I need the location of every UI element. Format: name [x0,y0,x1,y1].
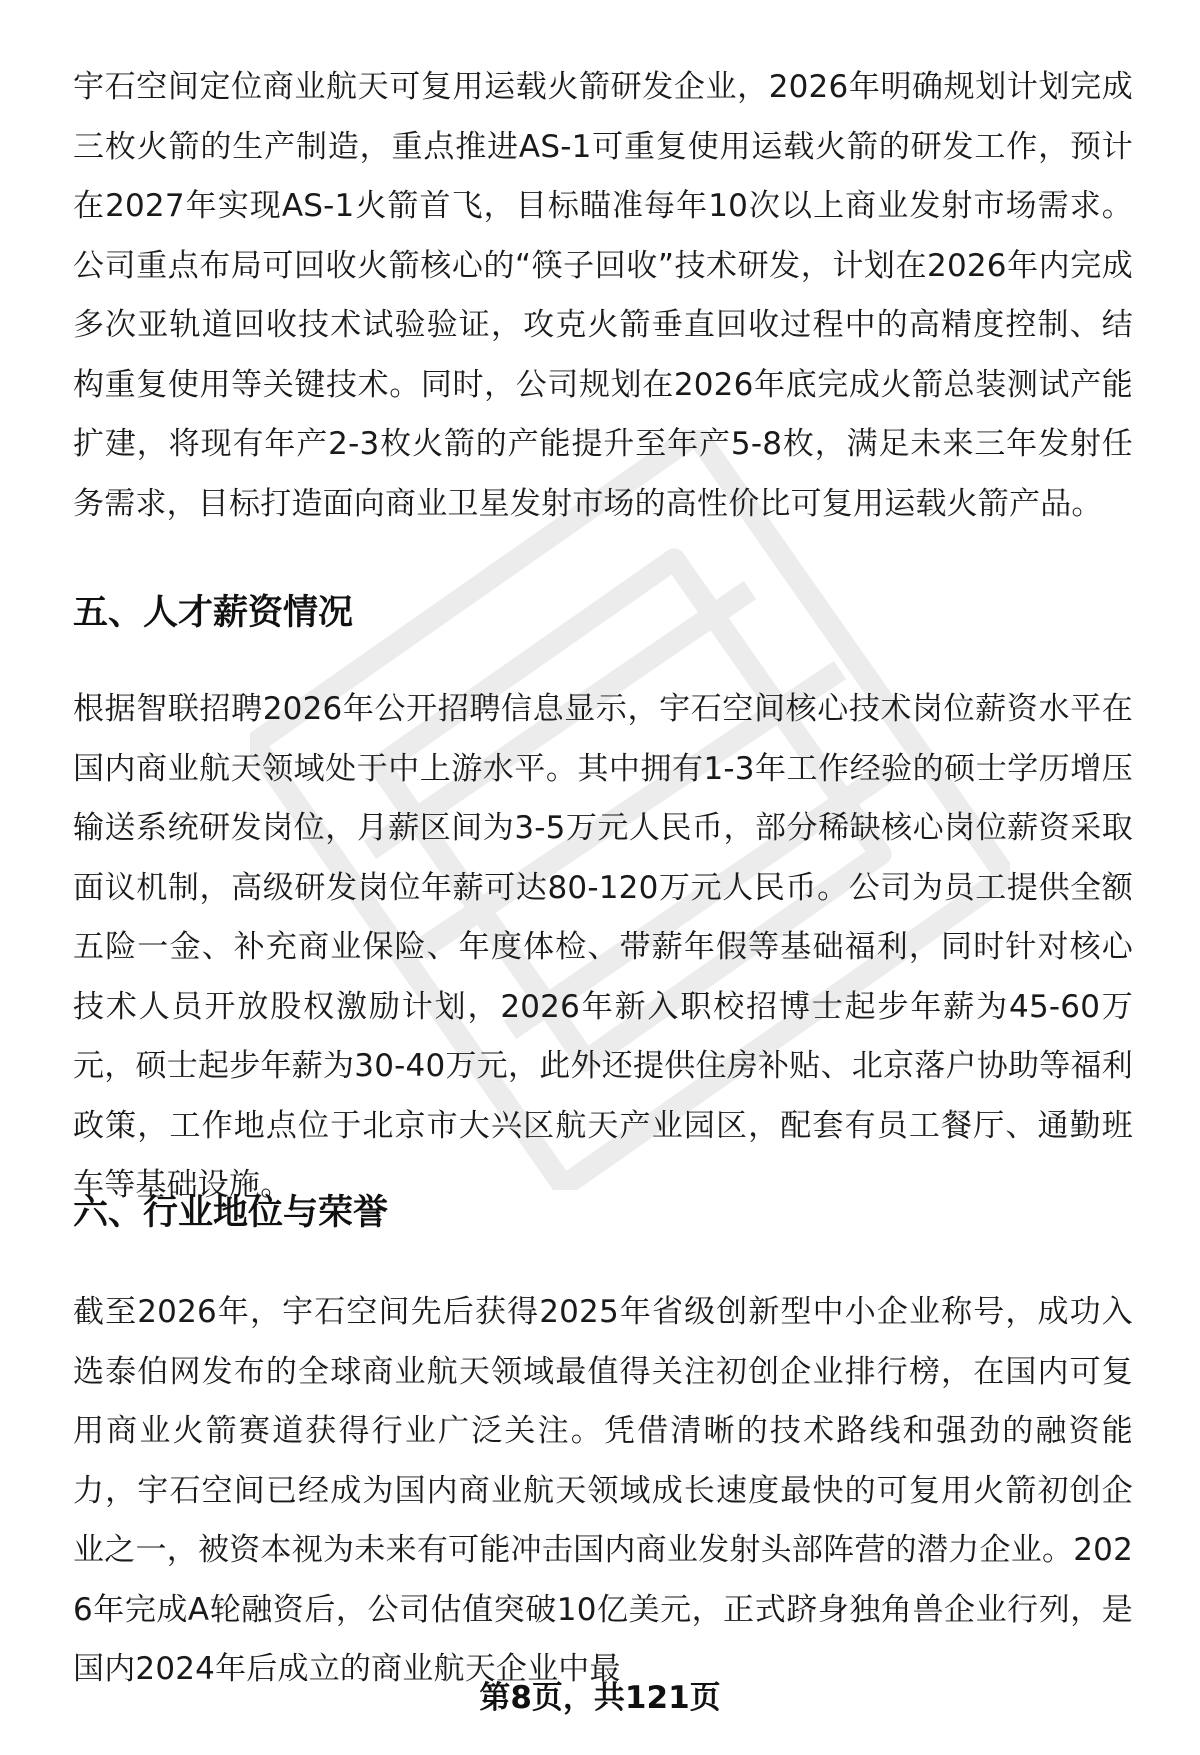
talent-paragraph: 根据智联招聘2026年公开招聘信息显示，宇石空间核心技术岗位薪资水平在国内商业航天领域处于中上游水平。其中拥有1-3年工作经验的硕士学历增压输送系统研发岗位，月薪区间为3-5万元人民币，部分稀缺核心岗位薪资采取面议机制，高级研发岗位年薪可达80-120万元人民币。公司为员工提供全额五险一金、补充商业保险、年度体检、带薪年假等基础福利，同时针对核心技术人员开放股权激励计划，2026年新入职校招博士起步年薪为45-60万元，硕士起步年薪为30-40万元，此外还提供住房补贴、北京落户协助等福利政策，工作地点位于北京市大兴区航天产业园区，配套有员工餐厅、通勤班车等基础设施。 [73,691,1133,1203]
section-heading-industry: 六、行业地位与荣誉 [73,1193,389,1233]
intro-paragraph: 宇石空间定位商业航天可复用运载火箭研发企业，2026年明确规划计划完成三枚火箭的生产制造，重点推进AS-1可重复使用运载火箭的研发工作，预计在2027年实现AS-1火箭首飞，目标瞄准每年10次以上商业发射市场需求。公司重点布局可回收火箭核心的“筷子回收”技术研发，计划在2026年内完成多次亚轨道回收技术试验验证，攻克火箭垂直回收过程中的高精度控制、结构重复使用等关键技术。同时，公司规划在2026年底完成火箭总装测试产能扩建，将现有年产2-3枚火箭的产能提升至年产5-8枚，满足未来三年发射任务需求，目标打造面向商业卫星发射市场的高性价比可复用运载火箭产品。 [73,69,1133,522]
document-body [73,58,1133,1687]
page-number-footer: 第8页，共121页 [479,1680,721,1716]
section-heading-talent: 五、人才薪资情况 [73,593,354,633]
industry-paragraph: 截至2026年，宇石空间先后获得2025年省级创新型中小企业称号，成功入选泰伯网发布的全球商业航天领域最值得关注初创企业排行榜，在国内可复用商业火箭赛道获得行业广泛关注。凭借清晰的技术路线和强劲的融资能力，宇石空间已经成为国内商业航天领域成长速度最快的可复用火箭初创企业之一，被资本视为未来有可能冲击国内商业发射头部阵营的潜力企业。2026年完成A轮融资后，公司估值突破10亿美元，正式跻身独角兽企业行列，是国内2024年后成立的商业航天企业中最 [73,1294,1133,1687]
